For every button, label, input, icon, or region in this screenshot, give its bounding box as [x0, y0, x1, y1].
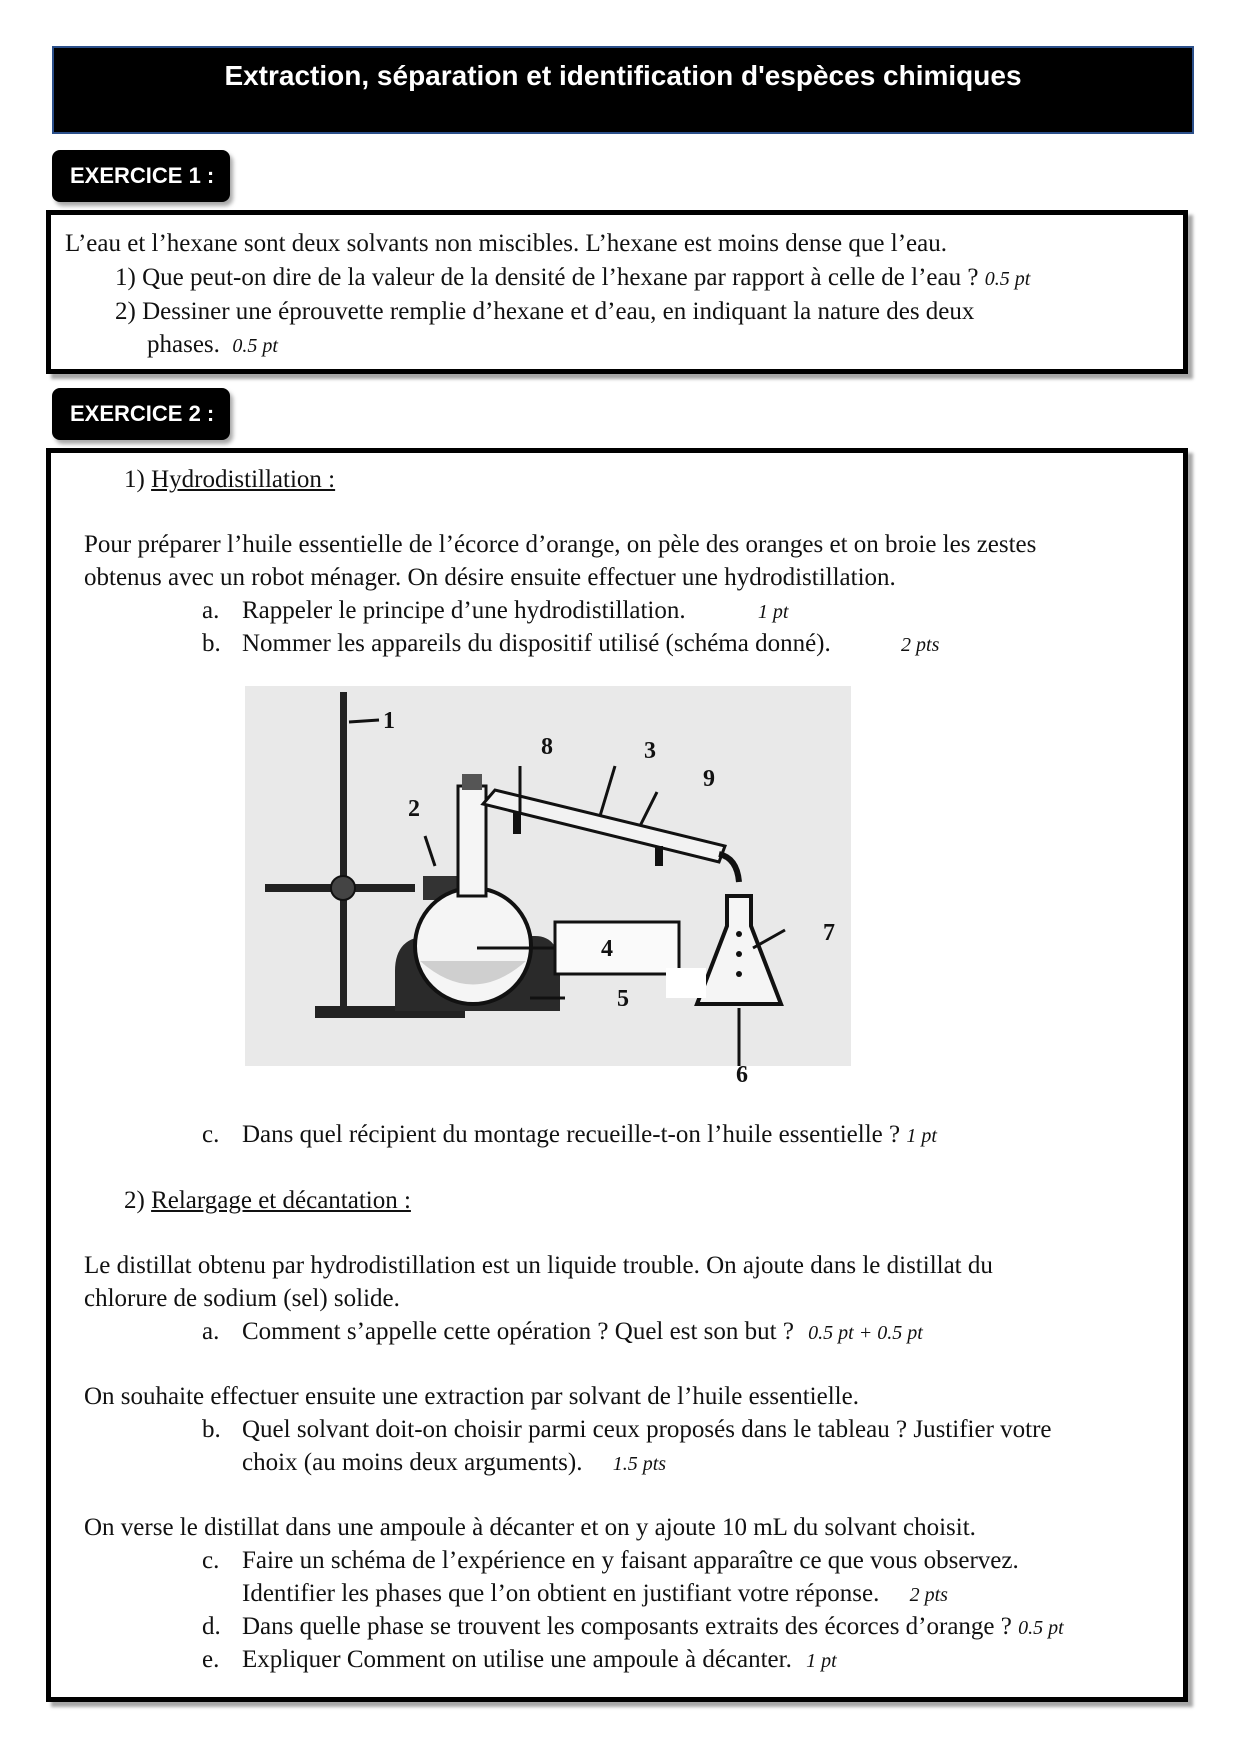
part2-qa-text: Comment s’appelle cette opération ? Quel est son but ?: [242, 1318, 794, 1345]
part2-qe-points: 1 pt: [806, 1650, 837, 1672]
diagram-label-2: 2: [408, 796, 420, 822]
q2-text-line2: phases.: [147, 331, 220, 358]
part2-intro-line1: Le distillat obtenu par hydrodistillation est un liquide trouble. On ajoute dans le distillat du: [84, 1252, 993, 1279]
q1-points: 0.5 pt: [984, 268, 1031, 290]
part1-question-b: [202, 631, 939, 656]
stand-rod: [340, 692, 347, 1012]
drop-1: [736, 931, 742, 937]
water-outlet: [655, 846, 663, 866]
q1-text: Que peut-on dire de la valeur de la densité de l’hexane par rapport à celle de l’eau ?: [142, 264, 979, 291]
diagram-label-3: 3: [644, 738, 656, 764]
part2-qd-letter: d.: [202, 1613, 221, 1640]
part2-title: Relargage et décantation :: [151, 1187, 411, 1214]
part2-qd-text: Dans quelle phase se trouvent les composants extraits des écorces d’orange ?: [242, 1613, 1012, 1640]
diagram-label-8: 8: [541, 734, 553, 760]
exercise-1-q2: [115, 299, 974, 324]
part2-qc-line2: Identifier les phases que l’on obtient en justifiant votre réponse.: [242, 1580, 880, 1607]
part1-qa-letter: a.: [202, 597, 220, 624]
part1-intro-line1: Pour préparer l’huile essentielle de l’écorce d’orange, on pèle des oranges et on broie les zestes: [84, 531, 1037, 558]
label-box-4: [555, 922, 679, 974]
part2-question-b-line2: [242, 1450, 666, 1475]
diagram-label-1: 1: [383, 708, 395, 734]
part1-qa-points: 1 pt: [757, 601, 789, 623]
part2-qb-points: 1.5 pts: [612, 1453, 667, 1475]
q2-points: 0.5 pt: [232, 335, 278, 357]
part2-qb-line2: choix (au moins deux arguments).: [242, 1449, 583, 1476]
part1-qb-text: Nommer les appareils du dispositif utilisé (schéma donné).: [242, 630, 831, 657]
flask-neck: [458, 786, 486, 896]
part1-heading: [124, 467, 335, 492]
diagram-label-5: 5: [617, 986, 629, 1012]
part1-qb-points: 2 pts: [901, 634, 940, 656]
part2-number: 2): [124, 1187, 145, 1214]
part1-qa-text: Rappeler le principe d’une hydrodistillation.: [242, 597, 686, 624]
exercise-1-box: [46, 210, 1188, 374]
part2-sentence3: On verse le distillat dans une ampoule à décanter et on y ajoute 10 mL du solvant choisit.: [84, 1514, 976, 1541]
exercise-2-label: EXERCICE 2 :: [52, 388, 230, 440]
part2-question-d: [202, 1614, 1064, 1639]
diagram-label-6: 6: [736, 1062, 748, 1088]
exercise-1-label: EXERCICE 1 :: [52, 150, 230, 202]
q2-text-line1: Dessiner une éprouvette remplie d’hexane et d’eau, en indiquant la nature des deux: [142, 298, 975, 325]
part2-qb-letter: b.: [202, 1416, 221, 1443]
part2-question-e: [202, 1647, 837, 1672]
exercise-1-q1: [115, 265, 1030, 290]
part2-heading: [124, 1188, 411, 1213]
arrow-1: [349, 720, 379, 722]
part2-qa-points: 0.5 pt + 0.5 pt: [808, 1322, 923, 1344]
stopper: [462, 774, 482, 790]
part1-question-a: [202, 598, 788, 623]
part2-question-c-line2: [242, 1581, 948, 1606]
drop-3: [736, 971, 742, 977]
part2-qc-letter: c.: [202, 1547, 220, 1574]
part2-qc-line1: Faire un schéma de l’expérience en y faisant apparaître ce que vous observez.: [242, 1547, 1019, 1574]
page-title: Extraction, séparation et identification d'espèces chimiques: [52, 46, 1194, 134]
q1-number: 1): [115, 264, 136, 291]
part1-qc-text: Dans quel récipient du montage recueille-t-on l’huile essentielle ?: [242, 1121, 901, 1148]
part2-question-c: [202, 1548, 1019, 1573]
clamp-boss: [331, 876, 355, 900]
diagram-label-7: 7: [823, 920, 835, 946]
part2-qc-points: 2 pts: [909, 1584, 948, 1606]
diagram-label-9: 9: [703, 766, 715, 792]
part1-question-c: [202, 1122, 937, 1147]
q2-number: 2): [115, 298, 136, 325]
part2-qd-points: 0.5 pt: [1018, 1617, 1064, 1639]
diagram-label-4: 4: [601, 936, 613, 962]
hydrodistillation-diagram: [245, 686, 851, 1088]
part1-intro-line2: obtenus avec un robot ménager. On désire ensuite effectuer une hydrodistillation.: [84, 564, 896, 591]
part2-qb-line1: Quel solvant doit-on choisir parmi ceux proposés dans le tableau ? Justifier votre: [242, 1416, 1052, 1443]
part1-qb-letter: b.: [202, 630, 221, 657]
part2-intro-line2: chlorure de sodium (sel) solide.: [84, 1285, 400, 1312]
part2-qe-letter: e.: [202, 1646, 220, 1673]
label-box-5: [666, 968, 706, 998]
part1-qc-points: 1 pt: [906, 1125, 937, 1147]
round-bottom-flask: [415, 888, 531, 1004]
part2-question-b: [202, 1417, 1052, 1442]
part2-question-a: [202, 1319, 923, 1344]
part1-title: Hydrodistillation :: [151, 466, 336, 493]
part2-qe-text: Expliquer Comment on utilise une ampoule à décanter.: [242, 1646, 792, 1673]
exercise-1-q2-line2: [147, 332, 278, 357]
part2-sentence2: On souhaite effectuer ensuite une extraction par solvant de l’huile essentielle.: [84, 1383, 859, 1410]
part2-qa-letter: a.: [202, 1318, 220, 1345]
part1-number: 1): [124, 466, 145, 493]
water-inlet: [513, 812, 521, 834]
drop-2: [736, 951, 742, 957]
part1-qc-letter: c.: [202, 1121, 220, 1148]
exercise-1-intro: L’eau et l’hexane sont deux solvants non miscibles. L’hexane est moins dense que l’eau.: [65, 230, 947, 257]
